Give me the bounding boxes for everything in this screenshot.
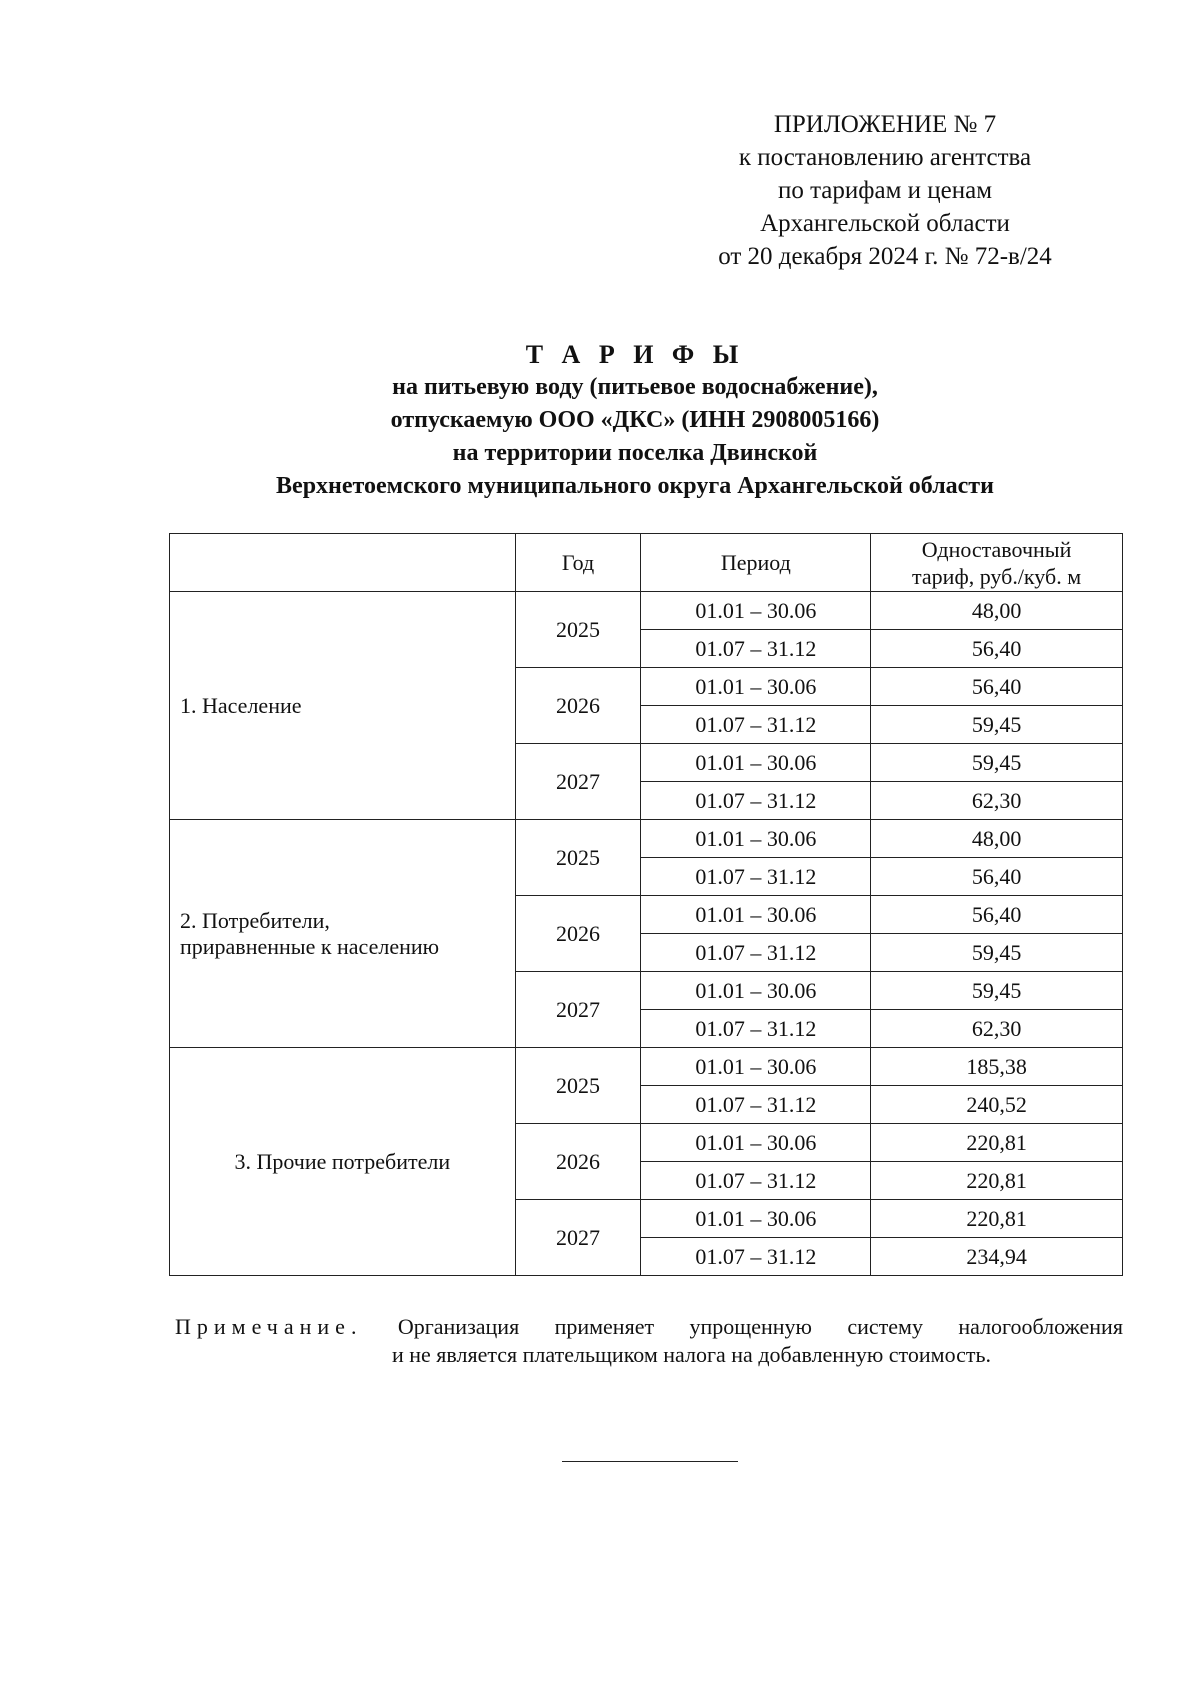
tariff-cell: 56,40 [871,896,1123,934]
appendix-header [660,108,1110,273]
header-year: Год [515,534,641,592]
year-cell: 2025 [515,1048,641,1124]
tariff-cell: 59,45 [871,744,1123,782]
period-cell: 01.07 – 31.12 [641,858,871,896]
period-cell: 01.01 – 30.06 [641,820,871,858]
note-word: применяет [554,1314,655,1339]
tariff-cell: 48,00 [871,820,1123,858]
year-cell: 2026 [515,668,641,744]
tariff-table-body [170,592,1123,1276]
header-tariff-line: тариф, руб./куб. м [912,563,1082,589]
header-tariff-line: Одноставочный [921,536,1072,562]
period-cell: 01.07 – 31.12 [641,630,871,668]
period-cell: 01.07 – 31.12 [641,706,871,744]
tariff-cell: 62,30 [871,782,1123,820]
title-line: Верхнетоемского муниципального округа Архангельской области [276,473,994,499]
note-word: налогообложения [958,1314,1123,1339]
document-title [150,338,1120,503]
note-word: систему [847,1314,923,1339]
period-cell: 01.07 – 31.12 [641,782,871,820]
tariff-cell: 59,45 [871,706,1123,744]
period-cell: 01.01 – 30.06 [641,744,871,782]
title-line: на питьевую воду (питьевое водоснабжение), [392,374,878,400]
tariff-cell: 234,94 [871,1238,1123,1276]
tariff-cell: 220,81 [871,1162,1123,1200]
closing-rule [562,1461,738,1462]
period-cell: 01.01 – 30.06 [641,668,871,706]
period-cell: 01.01 – 30.06 [641,1200,871,1238]
title-line: отпускаемую ООО «ДКС» (ИНН 2908005166) [390,407,880,433]
appendix-number: ПРИЛОЖЕНИЕ № 7 [773,111,997,138]
period-cell: 01.07 – 31.12 [641,1086,871,1124]
header-tariff [871,534,1123,592]
table-header-row [170,534,1123,592]
period-cell: 01.07 – 31.12 [641,1010,871,1048]
tariff-cell: 59,45 [871,934,1123,972]
period-cell: 01.07 – 31.12 [641,934,871,972]
tariff-cell: 48,00 [871,592,1123,630]
year-cell: 2027 [515,1200,641,1276]
tariff-cell: 220,81 [871,1200,1123,1238]
period-cell: 01.07 – 31.12 [641,1238,871,1276]
note-word: упрощенную [689,1314,812,1339]
period-cell: 01.01 – 30.06 [641,896,871,934]
title-heading: Т А Р И Ф Ы [525,340,745,369]
year-cell: 2027 [515,972,641,1048]
tariff-cell: 220,81 [871,1124,1123,1162]
period-cell: 01.01 – 30.06 [641,972,871,1010]
appendix-line: по тарифам и ценам [777,177,993,204]
category-cell [170,592,516,820]
table-row [170,820,1123,858]
period-cell: 01.01 – 30.06 [641,1124,871,1162]
year-cell: 2027 [515,744,641,820]
tariff-cell: 240,52 [871,1086,1123,1124]
category-cell [170,820,516,1048]
tariff-cell: 185,38 [871,1048,1123,1086]
category-label: 3. Прочие потребители [234,1148,451,1174]
header-category [170,534,516,592]
note-line [175,1313,1123,1341]
note [175,1313,1123,1369]
note-word: Организация [397,1314,520,1339]
table-row [170,1048,1123,1086]
period-cell: 01.07 – 31.12 [641,1162,871,1200]
year-cell: 2026 [515,1124,641,1200]
appendix-date: от 20 декабря 2024 г. № 72-в/24 [718,243,1052,270]
tariff-cell: 56,40 [871,668,1123,706]
note-line: и не является плательщиком налога на добавленную стоимость. [392,1342,992,1367]
year-cell: 2026 [515,896,641,972]
year-cell: 2025 [515,592,641,668]
period-cell: 01.01 – 30.06 [641,1048,871,1086]
tariff-cell: 56,40 [871,858,1123,896]
header-period: Период [641,534,871,592]
note-label: Примечание. [175,1314,363,1339]
tariff-table [169,533,1123,1276]
category-cell [170,1048,516,1276]
appendix-line: к постановлению агентства [738,144,1032,171]
year-cell: 2025 [515,820,641,896]
table-row [170,592,1123,630]
category-label: 1. Население [180,692,302,718]
tariff-cell: 59,45 [871,972,1123,1010]
category-label: приравненные к населению [180,933,440,959]
tariff-cell: 62,30 [871,1010,1123,1048]
tariff-cell: 56,40 [871,630,1123,668]
period-cell: 01.01 – 30.06 [641,592,871,630]
title-line: на территории поселка Двинской [452,440,818,466]
category-label: 2. Потребители, [180,907,330,933]
appendix-line: Архангельской области [760,210,1010,237]
